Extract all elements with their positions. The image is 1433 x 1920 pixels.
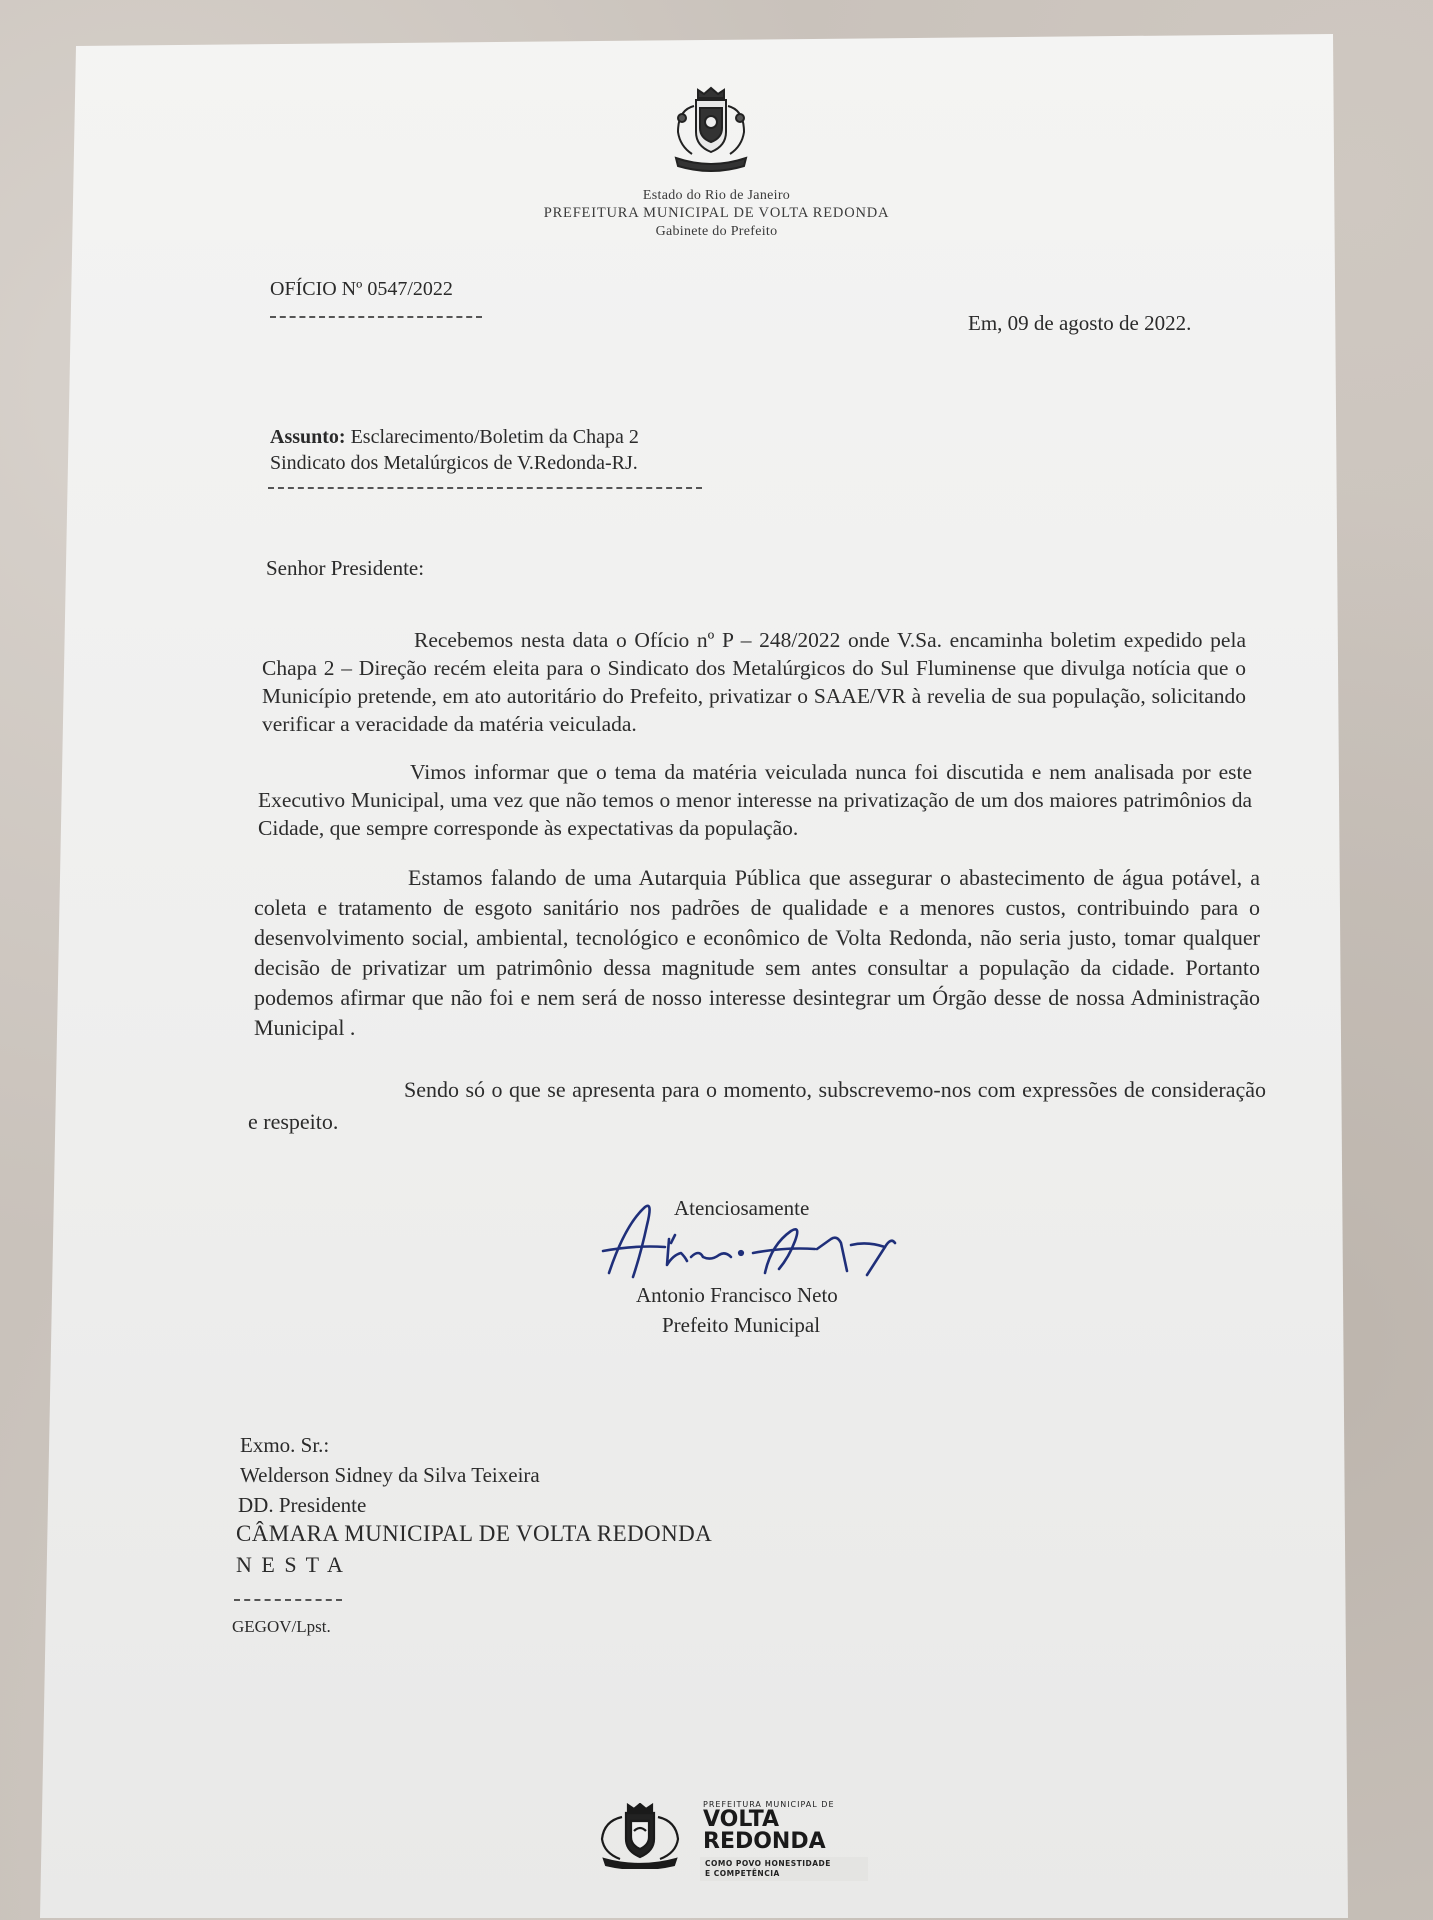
footer-logo-name-1: VOLTA (703, 1807, 780, 1832)
signer-title: Prefeito Municipal (662, 1313, 821, 1337)
closing: Atenciosamente (674, 1196, 810, 1220)
footer-tagline-2: E COMPETÊNCIA (705, 1869, 780, 1878)
oficio-underline (270, 316, 482, 318)
footer-coat-of-arms-icon (594, 1803, 686, 1869)
coat-of-arms-icon (664, 84, 758, 172)
footer-logo-top: PREFEITURA MUNICIPAL DE (703, 1800, 835, 1809)
paragraph-3: Estamos falando de uma Autarquia Pública que assegurar o abastecimento de água potável, a coleta e tratamento de esgoto sanitário nos padrões de qualidade e a menores custos, contribuindo para o desenvolvimento social, ambiental, tecnológico e econômico de Volta Redonda, não seria justo, tomar qualquer decisão de privatizar um patrimônio dessa magnitude sem antes consultar a população da cidade. Portanto podemos afirmar que não foi e nem será de nosso interesse desintegrar um Órgão desse de nossa Administração Municipal . (254, 865, 1260, 1040)
nesta-underline (234, 1599, 342, 1601)
paragraph-2: Vimos informar que o tema da matéria veiculada nunca foi discutida e nem analisada por este Executivo Municipal, uma vez que não temos o menor interesse na privatização de um dos maiores patrimônios da Cidade, que sempre corresponde às expectativas da população. (258, 760, 1252, 840)
recipient-role: DD. Presidente (238, 1493, 367, 1517)
signer-name: Antonio Francisco Neto (636, 1283, 838, 1307)
subject-text-1: Esclarecimento/Boletim da Chapa 2 (350, 426, 639, 448)
recipient-nesta: N E S T A (236, 1552, 345, 1577)
subject-label: Assunto: (270, 426, 346, 448)
reference-code: GEGOV/Lpst. (232, 1617, 331, 1636)
subject-underline (268, 487, 702, 489)
recipient-line-1: Exmo. Sr.: (240, 1433, 330, 1457)
oficio-number: OFÍCIO Nº 0547/2022 (270, 278, 453, 300)
recipient-name: Welderson Sidney da Silva Teixeira (240, 1463, 540, 1487)
recipient-institution: CÂMARA MUNICIPAL DE VOLTA REDONDA (236, 1521, 713, 1546)
paragraph-4: Sendo só o que se apresenta para o momento, subscrevemo-nos com expressões de consideração e respeito. (248, 1077, 1266, 1134)
header-state: Estado do Rio de Janeiro (642, 188, 791, 203)
footer-tagline-1: COMO POVO HONESTIDADE (705, 1859, 831, 1868)
subject-line-2: Sindicato dos Metalúrgicos de V.Redonda-RJ. (270, 452, 638, 474)
subject-line-1 (270, 426, 639, 449)
footer-logo-name-2: REDONDA (703, 1829, 826, 1854)
header-prefeitura: PREFEITURA MUNICIPAL DE VOLTA REDONDA (543, 205, 890, 221)
paragraph-1: Recebemos nesta data o Ofício nº P – 248/2022 onde V.Sa. encaminha boletim expedido pela Chapa 2 – Direção recém eleita para o Sindicato dos Metalúrgicos do Sul Fluminense que divulga notícia que o Município pretende, em ato autoritário do Prefeito, privatizar o SAAE/VR à revelia de sua população, solicitando verificar a veracidade da matéria veiculada. (262, 628, 1246, 736)
letter-date: Em, 09 de agosto de 2022. (968, 311, 1192, 335)
header-gabinete: Gabinete do Prefeito (655, 224, 778, 239)
salutation: Senhor Presidente: (266, 556, 425, 580)
